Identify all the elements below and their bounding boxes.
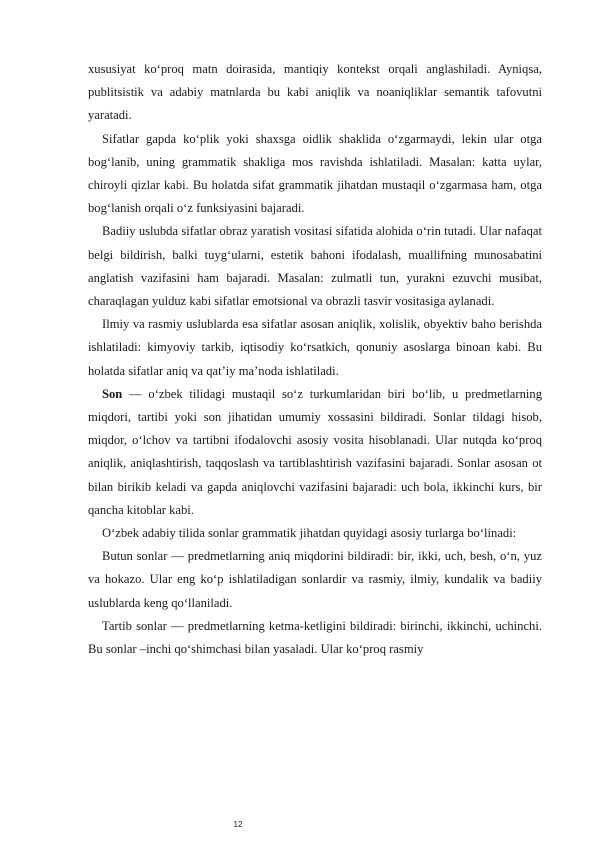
paragraph-2: Sifatlar gapda ko‘plik yoki shaxsga oidlik shaklida o‘zgarmaydi, lekin ular otga bog‘lanib, uning grammatik shakliga mos ravishda ishlatiladi. Masalan: katta uylar, chiroyli qizlar kabi. Bu holatda sifat grammatik jihatdan mustaqil o‘zgarmasa ham, otga bog‘lanish orqali o‘z funksiyasini bajaradi. [88,131,542,216]
term-son: Son [102,386,123,401]
page-number: 12 [233,820,243,829]
paragraph-6: O‘zbek adabiy tilida sonlar grammatik jihatdan quyidagi asosiy turlarga bo‘linadi: [102,526,517,541]
paragraph-3: Badiiy uslubda sifatlar obraz yaratish vositasi sifatida alohida o‘rin tutadi. Ular nafaqat belgi bildirish, balki tuyg‘ularni, estetik bahoni ifodalash, muallifning munosabatini anglatish vazifasini ham bajaradi. Masalan: zulmatli tun, yurakni ezuvchi musibat, charaqlagan yulduz kabi sifatlar emotsional va obrazli tasvir vositasiga aylanadi. [88,224,542,309]
document-body [88,58,542,661]
paragraph-7: Butun sonlar — predmetlarning aniq miqdorini bildiradi: bir, ikki, uch, besh, o‘n, yuz va hokazo. Ular eng ko‘p ishlatiladigan sonlardir va rasmiy, ilmiy, kundalik va badiiy uslublarda keng qo‘llaniladi. [88,549,542,610]
paragraph-5-text: — o‘zbek tilidagi mustaqil so‘z turkumlaridan biri bo‘lib, u predmetlarning miqdori, tartibi yoki son jihatidan umumiy xossasini bildiradi. Sonlar tildagi hisob, miqdor, o‘lchov va tartibni ifodalovchi asosiy vosita hisoblanadi. Ular nutqda ko‘proq aniqlik, aniqlashtirish, taqqoslash va tartiblashtirish vazifasini bajaradi. Sonlar asosan ot bilan birikib keladi va gapda aniqlovchi vazifasini bajaradi: uch bola, ikkinchi kurs, bir qancha kitoblar kabi. [88,386,542,517]
paragraph-1: xususiyat ko‘proq matn doirasida, mantiqiy kontekst orqali anglashiladi. Ayniqsa, publitsistik va adabiy matnlarda bu kabi aniqlik va noaniqliklar semantik tafovutni yaratadi. [88,62,542,123]
paragraph-4: Ilmiy va rasmiy uslublarda esa sifatlar asosan aniqlik, xolislik, obyektiv baho berishda ishlatiladi: kimyoviy tarkib, iqtisodiy ko‘rsatkich, qonuniy asoslarga binoan kabi. Bu holatda sifatlar aniq va qat’iy ma’noda ishlatiladi. [88,317,542,378]
paragraph-8: Tartib sonlar — predmetlarning ketma-ketligini bildiradi: birinchi, ikkinchi, uchinchi. Bu sonlar –inchi qo‘shimchasi bilan yasaladi. Ular ko‘proq rasmiy [88,618,542,657]
paragraph-5 [88,383,542,522]
